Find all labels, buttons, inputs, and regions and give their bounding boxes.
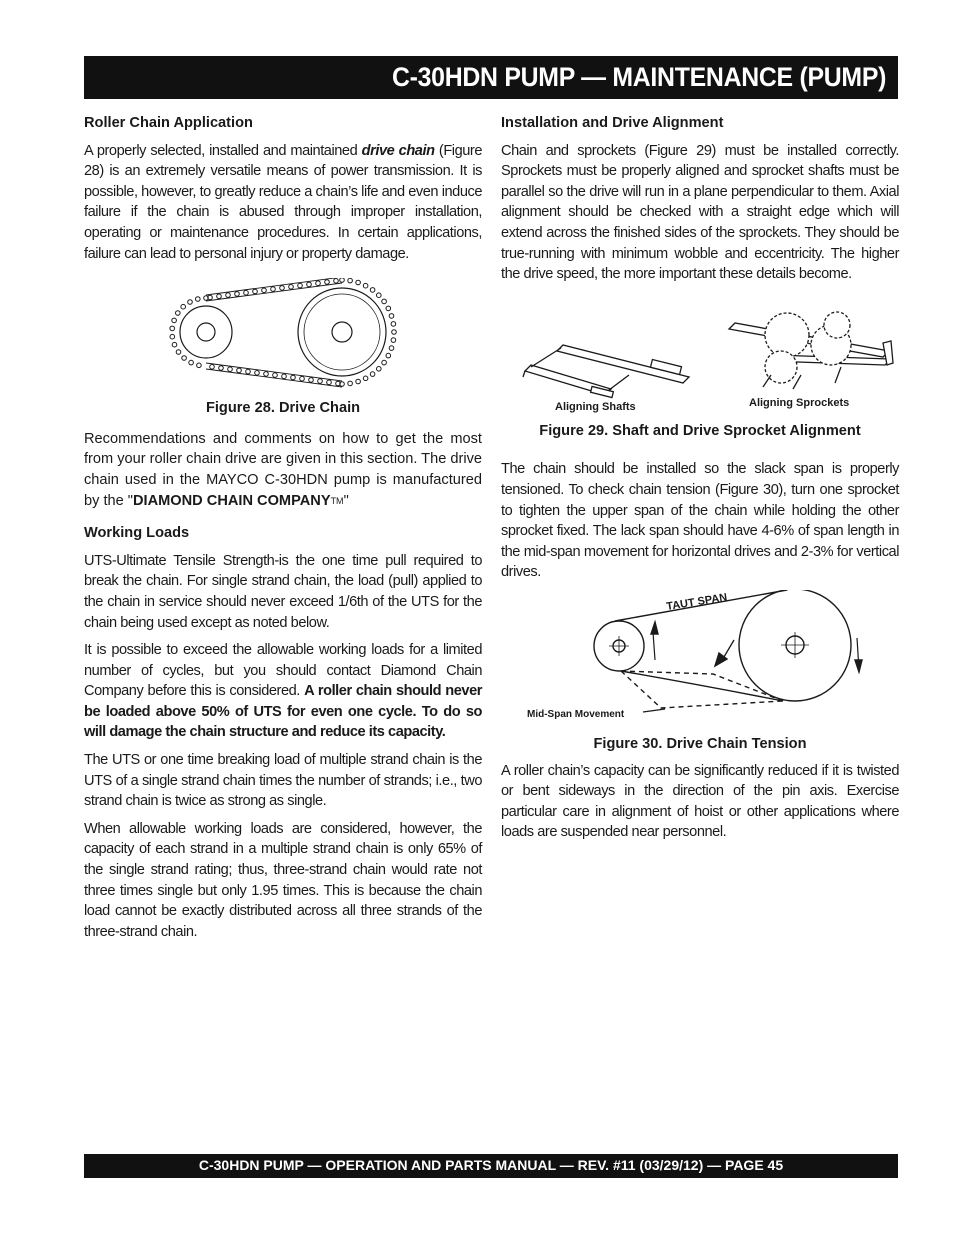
- chain-link: [219, 366, 224, 371]
- trademark-mark: TM: [330, 495, 344, 506]
- emphasis-drive-chain: drive chain: [361, 142, 435, 159]
- chain-link: [316, 281, 321, 286]
- page-footer-bar: [84, 1154, 898, 1178]
- chain-link: [334, 279, 339, 284]
- chain-link: [307, 282, 312, 287]
- chain-link: [197, 363, 202, 368]
- chain-link: [189, 360, 194, 365]
- chain-link: [244, 291, 249, 296]
- paragraph-recommendations: [84, 429, 482, 511]
- chain-link: [363, 284, 368, 289]
- chain-link: [210, 365, 215, 370]
- chain-link: [377, 293, 382, 298]
- paragraph-uts: UTS-Ultimate Tensile Strength-is the one time pull required to break the chain. For single strand chain, the load (pull) applied to the chain in service should never exceed 1/6th of the UTS for the chain being used except as noted below.: [84, 552, 482, 631]
- chain-link: [291, 375, 296, 380]
- section-heading-installation: Installation and Drive Alignment: [501, 115, 724, 131]
- diamond-chain-company: DIAMOND CHAIN COMPANY: [133, 492, 331, 509]
- chain-link: [253, 289, 258, 294]
- figure-29-alignment: [501, 305, 899, 415]
- paragraph-multiple-strand: The UTS or one time breaking load of multiple strand chain is the UTS of a single strand chain times the number of strands; i.e., two strand chain is twice as strong as single.: [84, 752, 482, 810]
- figure-29-caption: Figure 29. Shaft and Drive Sprocket Alignment: [539, 422, 861, 439]
- figure-30-caption: Figure 30. Drive Chain Tension: [593, 735, 807, 752]
- chain-link: [356, 379, 361, 384]
- text-run: (Figure 28) is an extremely versatile means of power transmission. It is possible, however, to greatly reduce a chain’s life and even induce failure if the chain is abused through improper installation, operating or maintenance procedures. In certain applications, failure can lead to personal injury or property damage.: [84, 142, 483, 262]
- chain-link: [282, 374, 287, 379]
- chain-link: [389, 314, 394, 319]
- warning-text: A roller chain should never be loaded above 50% of UTS for even one cycle. To do so will damage the chain structure and reduce its capacity.: [84, 683, 482, 741]
- chain-link: [386, 306, 391, 311]
- chain-link: [170, 335, 175, 340]
- chain-link: [340, 278, 345, 282]
- left-column: [84, 113, 482, 949]
- section-heading-working-loads: Working Loads: [84, 525, 190, 542]
- chain-link: [176, 311, 181, 316]
- chain-link: [370, 372, 375, 377]
- chain-link: [176, 350, 181, 355]
- chain-link: [217, 294, 222, 299]
- chain-link: [325, 280, 330, 285]
- chain-link: [289, 285, 294, 290]
- chain-link: [377, 367, 382, 372]
- text-run: ": [343, 492, 349, 509]
- text-run: Recommendations and comments on how to get the most from your roller chain drive are given in this section. The drive chain used in the MAYCO C-30HDN pump is manufactured by the ": [84, 430, 482, 509]
- paragraph-installation: Chain and sprockets (Figure 29) must be installed correctly. Sprockets must be properly aligned and sprocket shafts must be parallel so the drive will run in a plane perpendicular to them. Axial alignment should be checked with a straight edge which will extend across the finished sides of the sprockets. They should be true-running with minimum wobble and eccentricity. The higher the drive speed, the more important these details become.: [501, 142, 899, 283]
- chain-link: [170, 326, 175, 331]
- chain-link: [246, 369, 251, 374]
- chain-link: [309, 378, 314, 383]
- text-run: A properly selected, installed and maintained: [84, 142, 362, 159]
- chain-link: [255, 371, 260, 376]
- chain-link: [237, 368, 242, 373]
- chain-link: [181, 305, 186, 310]
- chain-link: [348, 278, 353, 283]
- chain-link: [172, 343, 177, 348]
- chain-link: [318, 379, 323, 384]
- chain-link: [196, 297, 201, 302]
- chain-link: [356, 280, 361, 285]
- paragraph-twisted-chain: A roller chain’s capacity can be significantly reduced if it is twisted or bent sideways in the direction of the pin axis. Exercise particular care in alignment of hoist or other applications where loads are suspended near personnel.: [501, 762, 899, 841]
- aligning-sprockets-illustration: [729, 312, 893, 389]
- paragraph-exceed-loads: [84, 640, 482, 743]
- chain-link: [363, 376, 368, 381]
- label-aligning-sprockets: Aligning Sprockets: [749, 396, 850, 409]
- footer-text: C-30HDN PUMP — OPERATION AND PARTS MANUAL — REV. #11 (03/29/12) — PAGE 45: [198, 1157, 784, 1173]
- chain-link: [392, 330, 397, 335]
- chain-link: [382, 360, 387, 365]
- chain-link: [391, 338, 396, 343]
- label-taut-span: TAUT SPAN: [665, 591, 729, 613]
- paragraph-allowable-loads: When allowable working loads are considered, however, the capacity of each strand in a multiple strand chain is only 65% of the single strand rating; thus, three-strand chain would rate not three times single but only 1.95 times. This is because the chain load cannot be exactly distributed across all three strands of the three-strand chain.: [84, 820, 482, 940]
- paragraph-chain-tension: The chain should be installed so the slack span is properly tensioned. To check chain tension (Figure 30), turn one sprocket to tighten the upper span of the chain while holding the other sprocket fixed. The lack span should have 4-6% of span length in the mid-span movement for horizontal drives and 2-3% for vertical drives.: [501, 461, 899, 581]
- section-heading-roller-chain: Roller Chain Application: [84, 115, 253, 131]
- text-run: It is possible to exceed the allowable working loads for a limited number of cycles, but you should contact Diamond Chain Company before this is considered.: [84, 642, 482, 700]
- chain-link: [370, 288, 375, 293]
- page-header-bar: [84, 56, 898, 99]
- right-column: [501, 113, 899, 850]
- chain-link: [389, 346, 394, 351]
- chain-link: [382, 299, 387, 304]
- figure-28-caption: Figure 28. Drive Chain: [205, 400, 361, 417]
- chain-link: [348, 381, 353, 386]
- chain-link: [391, 322, 396, 327]
- chain-link: [172, 318, 177, 323]
- figure-28-drive-chain: [84, 278, 482, 390]
- chain-link: [273, 373, 278, 378]
- page-title: C-30HDN PUMP — MAINTENANCE (PUMP): [391, 62, 886, 92]
- chain-link: [300, 377, 305, 382]
- chain-link: [226, 293, 231, 298]
- chain-link: [271, 287, 276, 292]
- paragraph-roller-chain-intro: [84, 141, 482, 265]
- chain-link: [182, 356, 187, 361]
- chain-link: [228, 367, 233, 372]
- chain-link: [298, 283, 303, 288]
- figure-30-chain-tension: [501, 590, 899, 730]
- chain-link: [262, 288, 267, 293]
- label-aligning-shafts: Aligning Shafts: [555, 400, 636, 413]
- chain-link: [280, 286, 285, 291]
- chain-link: [188, 300, 193, 305]
- label-mid-span-movement: Mid-Span Movement: [527, 708, 625, 720]
- chain-link: [327, 380, 332, 385]
- chain-link: [264, 372, 269, 377]
- chain-link: [386, 353, 391, 358]
- aligning-shafts-illustration: [523, 345, 689, 398]
- chain-link: [235, 292, 240, 297]
